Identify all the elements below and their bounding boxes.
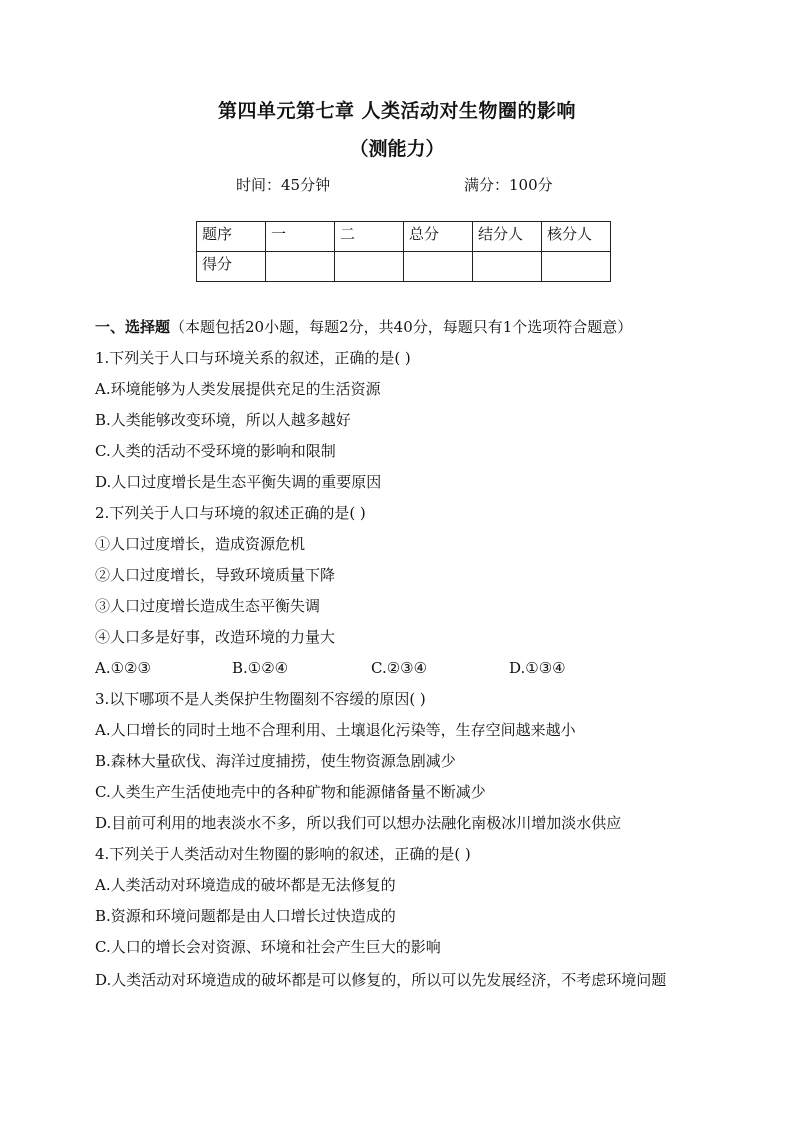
question-3-option-b: B.森林大量砍伐、海洋过度捕捞，使生物资源急剧减少: [95, 752, 456, 770]
table-cell: 总分: [404, 222, 473, 252]
page-title: 第四单元第七章 人类活动对生物圈的影响: [217, 100, 577, 122]
exam-time: 时间：45分钟: [236, 176, 331, 194]
question-1-option-b: B.人类能够改变环境，所以人越多越好: [95, 411, 351, 429]
section-note: （本题包括20小题，每题2分，共40分，每题只有1个选项符合题意）: [170, 318, 633, 336]
question-2-statement-4: ④人口多是好事，改造环境的力量大: [95, 628, 336, 646]
score-table-score-row: [197, 252, 611, 282]
question-3-option-c: C.人类生产生活使地壳中的各种矿物和能源储备量不断减少: [95, 783, 486, 801]
table-cell: 得分: [197, 252, 266, 282]
score-input-cell[interactable]: [542, 252, 611, 282]
question-1-option-d: D.人口过度增长是生态平衡失调的重要原因: [95, 473, 382, 491]
question-1-option-a: A.环境能够为人类发展提供充足的生活资源: [95, 380, 381, 398]
question-4-option-b: B.资源和环境问题都是由人口增长过快造成的: [95, 907, 396, 925]
question-1-stem: 1.下列关于人口与环境关系的叙述，正确的是( ): [95, 349, 411, 367]
question-2-statement-3: ③人口过度增长造成生态平衡失调: [95, 597, 321, 615]
table-cell: 二: [335, 222, 404, 252]
question-4-option-a: A.人类活动对环境造成的破坏都是无法修复的: [95, 876, 396, 894]
question-4-option-d: D.人类活动对环境造成的破坏都是可以修复的，所以可以先发展经济，不考虑环境问题: [95, 971, 667, 989]
score-table: [196, 221, 611, 282]
question-2-statement-2: ②人口过度增长，导致环境质量下降: [95, 566, 336, 584]
question-3-option-a: A.人口增长的同时土地不合理利用、土壤退化污染等，生存空间越来越小: [95, 721, 576, 739]
table-cell: 核分人: [542, 222, 611, 252]
questions-area: [95, 314, 705, 996]
question-2-option-b: B.①②④: [232, 659, 289, 677]
table-cell: 题序: [197, 222, 266, 252]
score-input-cell[interactable]: [404, 252, 473, 282]
full-score: 满分：100分: [464, 176, 553, 194]
section-title: 一、选择题: [95, 318, 171, 336]
page-subtitle: （测能力）: [349, 138, 445, 160]
question-2-statement-1: ①人口过度增长，造成资源危机: [95, 535, 306, 553]
question-3-stem: 3.以下哪项不是人类保护生物圈刻不容缓的原因( ): [95, 690, 426, 708]
question-4-option-c: C.人口的增长会对资源、环境和社会产生巨大的影响: [95, 938, 441, 956]
question-2-option-a: A.①②③: [95, 659, 151, 677]
score-input-cell[interactable]: [473, 252, 542, 282]
question-2-stem: 2.下列关于人口与环境的叙述正确的是( ): [95, 504, 366, 522]
score-table-header-row: [197, 222, 611, 252]
section-heading: [95, 314, 705, 345]
table-cell: 结分人: [473, 222, 542, 252]
score-input-cell[interactable]: [335, 252, 404, 282]
question-2-options: [95, 655, 705, 686]
question-2-option-c: C.②③④: [371, 659, 428, 677]
score-input-cell[interactable]: [266, 252, 335, 282]
question-1-option-c: C.人类的活动不受环境的影响和限制: [95, 442, 336, 460]
table-cell: 一: [266, 222, 335, 252]
question-3-option-d: D.目前可利用的地表淡水不多，所以我们可以想办法融化南极冰川增加淡水供应: [95, 814, 622, 832]
question-4-stem: 4.下列关于人类活动对生物圈的影响的叙述，正确的是( ): [95, 845, 471, 863]
question-2-option-d: D.①③④: [509, 659, 566, 677]
